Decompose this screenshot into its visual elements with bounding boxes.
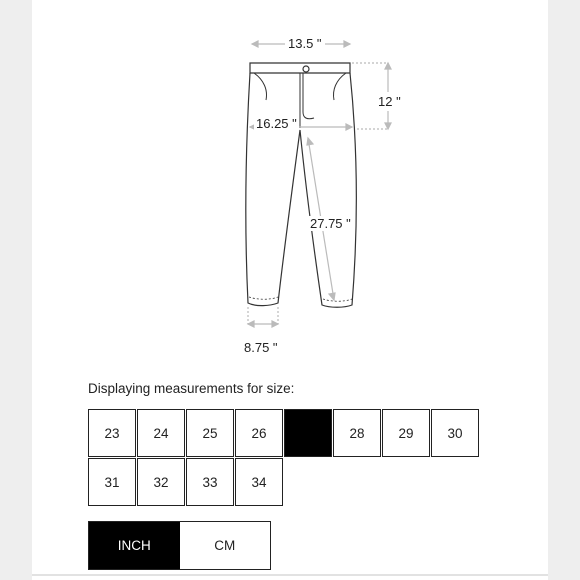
size-option[interactable]: 26 (235, 409, 283, 457)
size-option[interactable]: 29 (382, 409, 430, 457)
waist-measurement: 13.5 " (285, 36, 325, 51)
size-option[interactable]: 32 (137, 458, 185, 506)
unit-toggle (88, 521, 271, 570)
hip-measurement: 16.25 " (256, 116, 297, 131)
size-option[interactable]: 30 (431, 409, 479, 457)
rise-measurement: 12 " (378, 94, 401, 109)
cm-unit-button[interactable]: CM (180, 522, 271, 569)
size-option[interactable]: 31 (88, 458, 136, 506)
inseam-measurement: 27.75 " (310, 216, 351, 231)
size-option[interactable]: 28 (333, 409, 381, 457)
size-option[interactable]: 23 (88, 409, 136, 457)
divider (32, 574, 548, 576)
size-chart-panel (32, 0, 548, 580)
size-option[interactable]: 24 (137, 409, 185, 457)
pants-outline (246, 63, 356, 307)
size-option-selected[interactable]: 27 (284, 409, 332, 457)
pants-illustration (32, 0, 548, 370)
inch-unit-button[interactable]: INCH (89, 522, 180, 569)
size-prompt: Displaying measurements for size: (88, 381, 295, 396)
pants-measurement-diagram (32, 0, 548, 370)
size-option[interactable]: 25 (186, 409, 234, 457)
size-option[interactable]: 34 (235, 458, 283, 506)
leg-opening-measurement: 8.75 " (244, 340, 278, 355)
size-option[interactable]: 33 (186, 458, 234, 506)
